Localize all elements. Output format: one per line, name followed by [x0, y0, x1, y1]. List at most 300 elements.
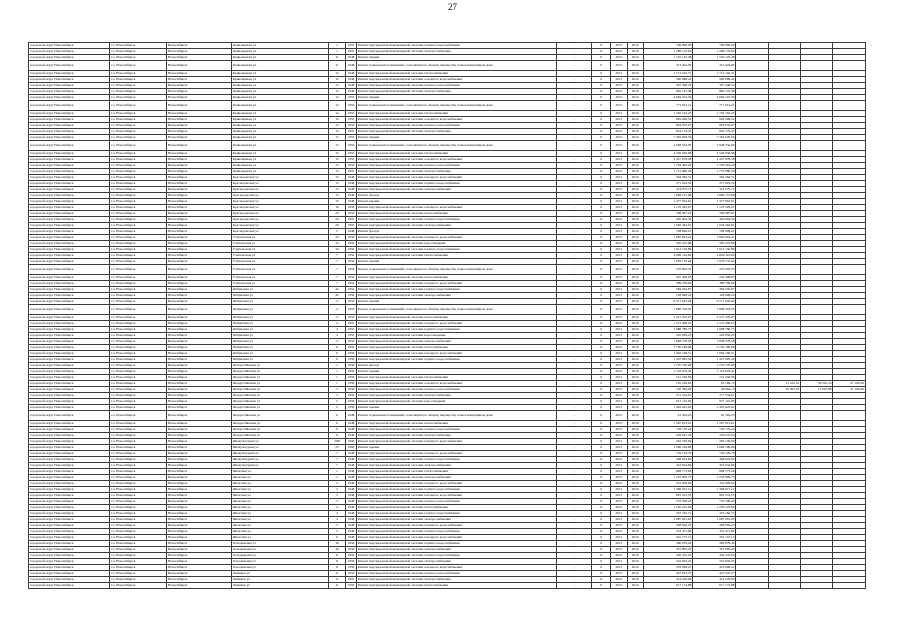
street-cell: Краснодонская ул — [231, 217, 328, 223]
total-cost-cell: 1 270 720,66 — [643, 363, 693, 369]
okrug-cell: городской округ Новосибирск — [29, 305, 110, 315]
dash-cell: - — [557, 475, 592, 481]
code-cell: 9 — [591, 565, 610, 571]
year-end-cell: 2016 — [627, 381, 643, 387]
work-cell: Ремонт фасада — [356, 193, 557, 199]
okrug-cell: городской округ Новосибирск — [29, 405, 110, 411]
okrug-cell: городской округ Новосибирск — [29, 393, 110, 399]
year-cell: 1956 — [347, 380, 355, 385]
house-cell: 4 — [328, 333, 345, 339]
work-cell: Ремонт фасада — [356, 229, 557, 235]
year-start-cell: 2015 — [611, 187, 627, 193]
code-cell: 9 — [591, 101, 610, 111]
total-cost-cell: 316 008,22 — [643, 565, 693, 571]
house-cell: 42 — [328, 287, 345, 293]
city-cell: Новосибирск — [167, 259, 232, 265]
city-cell: Новосибирск — [167, 381, 232, 387]
go-cell: г.о. Новосибирск — [109, 265, 166, 275]
okrug-cell: городской округ Новосибирск — [29, 205, 110, 211]
total-cost-cell: 447 043,37 — [643, 571, 693, 577]
house-cell: 9 — [328, 411, 345, 421]
year-start-cell: 2015 — [611, 101, 627, 111]
street-cell: Химиков ул — [231, 571, 328, 577]
fund-cost-cell: 726 176,24 — [693, 427, 736, 433]
dash-cell: - — [557, 511, 592, 517]
code-cell: 9 — [591, 275, 610, 281]
okrug-cell: городской округ Новосибирск — [29, 559, 110, 565]
work-cell: Ремонт внутридомовой инженерной системы холодного водоснабжения — [356, 175, 557, 181]
dash-cell: - — [557, 117, 592, 123]
dash-cell: - — [557, 411, 592, 421]
registry-table — [28, 42, 866, 589]
year-cell: 1948 — [347, 450, 355, 455]
total-cost-cell: 1 532 125,48 — [643, 55, 693, 61]
extra-cell-3 — [801, 411, 833, 421]
fund-cost-cell: 1 270 720,66 — [693, 363, 736, 369]
house-cell: 7 — [328, 265, 345, 275]
dash-cell: - — [557, 123, 592, 129]
fund-cost-cell: 46 662,13 — [693, 387, 736, 393]
city-cell: Новосибирск — [167, 369, 232, 375]
year-cell: 1955 — [347, 326, 355, 331]
fund-cost-cell: 1 978 135,64 — [693, 259, 736, 265]
work-cell: Ремонт внутридомовой инженерной системы теплоснабжения — [356, 505, 557, 511]
street-cell: Кривощекова ул — [231, 77, 328, 83]
go-cell: г.о. Новосибирск — [109, 229, 166, 235]
work-cell: Ремонт внутридомовой инженерной системы холодного водоснабжения — [356, 281, 557, 287]
street-cell: Учительская ул — [231, 247, 328, 253]
total-cost-cell: 4 699 116,84 — [643, 253, 693, 259]
city-cell: Новосибирск — [167, 439, 232, 445]
go-cell: г.о. Новосибирск — [109, 135, 166, 141]
okrug-cell: городской округ Новосибирск — [29, 83, 110, 89]
city-cell: Новосибирск — [167, 101, 232, 111]
fund-cost-cell: 270 092,33 — [693, 265, 736, 275]
house-cell: 4 — [328, 339, 345, 345]
registry-rows — [29, 43, 866, 589]
year-end-cell: 2016 — [627, 451, 643, 457]
year-start-cell: 2015 — [611, 321, 627, 327]
street-cell: Кривощекова ул — [231, 71, 328, 77]
okrug-cell: городской округ Новосибирск — [29, 275, 110, 281]
street-cell: Учительская ул — [231, 241, 328, 247]
fund-cost-cell: 290 086,42 — [693, 77, 736, 83]
year-cell: 1956 — [347, 374, 355, 379]
year-end-cell: 2016 — [627, 463, 643, 469]
fund-cost-cell: 1 096 199,86 — [693, 445, 736, 451]
okrug-cell: городской округ Новосибирск — [29, 169, 110, 175]
work-cell: Ремонт внутридомовой инженерной системы теплоснабжения — [356, 253, 557, 259]
dash-cell: - — [557, 439, 592, 445]
total-cost-cell: 882 747,48 — [643, 89, 693, 95]
year-end-cell: 2016 — [627, 281, 643, 287]
go-cell: г.о. Новосибирск — [109, 217, 166, 223]
city-cell: Новосибирск — [167, 55, 232, 61]
house-cell: 12 — [328, 89, 345, 95]
year-start-cell: 2015 — [611, 43, 627, 49]
go-cell: г.о. Новосибирск — [109, 49, 166, 55]
code-cell: 9 — [591, 411, 610, 421]
okrug-cell: городской округ Новосибирск — [29, 475, 110, 481]
table-row — [29, 61, 866, 71]
city-cell: Новосибирск — [167, 287, 232, 293]
extra-cell-1 — [736, 305, 768, 315]
fund-cost-cell: 1 848 278,58 — [693, 339, 736, 345]
fund-cost-cell: 1 437 995,30 — [693, 357, 736, 363]
fund-cost-cell: 882 747,48 — [693, 89, 736, 95]
extra-cell-4 — [833, 101, 866, 111]
okrug-cell: городской округ Новосибирск — [29, 101, 110, 111]
house-cell: 7 — [328, 259, 345, 265]
house-cell: 1 — [328, 369, 345, 375]
year-end-cell: 2016 — [627, 577, 643, 583]
total-cost-cell: 128 698,24 — [643, 293, 693, 299]
okrug-cell: городской округ Новосибирск — [29, 547, 110, 553]
city-cell: Новосибирск — [167, 299, 232, 305]
house-cell: 15 — [328, 135, 345, 141]
go-cell: г.о. Новосибирск — [109, 559, 166, 565]
year-start-cell: 2015 — [611, 565, 627, 571]
city-cell: Новосибирск — [167, 293, 232, 299]
okrug-cell: городской округ Новосибирск — [29, 259, 110, 265]
year-start-cell: 2015 — [611, 123, 627, 129]
year-end-cell: 2016 — [627, 241, 643, 247]
code-cell: 9 — [591, 211, 610, 217]
total-cost-cell: 771 912,21 — [643, 101, 693, 111]
code-cell: 9 — [591, 247, 610, 253]
code-cell: 9 — [591, 375, 610, 381]
extra-cell-2 — [768, 305, 800, 315]
code-cell: 9 — [591, 405, 610, 411]
house-cell: 3 — [328, 387, 345, 393]
go-cell: г.о. Новосибирск — [109, 547, 166, 553]
year-end-cell: 2016 — [627, 287, 643, 293]
fund-cost-cell: 271 554,91 — [693, 393, 736, 399]
year-cell: 1948 — [346, 411, 357, 421]
year-end-cell: 2016 — [627, 405, 643, 411]
year-start-cell: 2015 — [611, 217, 627, 223]
total-cost-cell: 1 493 622,62 — [643, 405, 693, 411]
city-cell: Новосибирск — [167, 83, 232, 89]
total-cost-cell: 766 996,09 — [643, 43, 693, 49]
year-end-cell: 2016 — [627, 95, 643, 101]
house-cell: 8 — [328, 559, 345, 565]
year-end-cell: 2016 — [627, 541, 643, 547]
okrug-cell: городской округ Новосибирск — [29, 511, 110, 517]
extra-cell-4 — [833, 265, 866, 275]
dash-cell: - — [557, 157, 592, 163]
okrug-cell: городской округ Новосибирск — [29, 351, 110, 357]
year-cell: 1956 — [347, 564, 355, 569]
year-end-cell: 2016 — [627, 135, 643, 141]
year-start-cell: 2015 — [611, 89, 627, 95]
dash-cell: - — [557, 95, 592, 101]
go-cell: г.о. Новосибирск — [109, 393, 166, 399]
total-cost-cell: 891 353,55 — [643, 493, 693, 499]
year-end-cell: 2016 — [627, 523, 643, 529]
year-end-cell: 2016 — [627, 547, 643, 553]
street-cell: Краснодонская ул — [231, 205, 328, 211]
fund-cost-cell: 430 555,03 — [693, 553, 736, 559]
code-cell: 9 — [591, 61, 610, 71]
year-cell: 1956 — [347, 240, 355, 245]
house-cell: 15 — [328, 151, 345, 157]
year-start-cell: 2015 — [611, 393, 627, 399]
dash-cell: - — [557, 175, 592, 181]
go-cell: г.о. Новосибирск — [109, 241, 166, 247]
go-cell: г.о. Новосибирск — [109, 287, 166, 293]
dash-cell: - — [557, 481, 592, 487]
house-cell: 13 — [328, 175, 345, 181]
year-end-cell: 2016 — [627, 141, 643, 151]
total-cost-cell: 313 424,09 — [643, 61, 693, 71]
work-cell: Ремонт фасада — [356, 363, 557, 369]
work-cell: Ремонт внутридомовой инженерной системы теплоснабжения — [356, 111, 557, 117]
city-cell: Новосибирск — [167, 511, 232, 517]
go-cell: г.о. Новосибирск — [109, 529, 166, 535]
house-cell: 11 — [328, 61, 345, 71]
year-cell: 1955 — [347, 168, 355, 173]
extra-cell-3: 13 961,88 — [801, 387, 833, 393]
house-cell: 1 — [328, 469, 345, 475]
year-end-cell: 2016 — [627, 211, 643, 217]
go-cell: г.о. Новосибирск — [109, 517, 166, 523]
city-cell: Новосибирск — [167, 499, 232, 505]
street-cell: Фильтная ул — [231, 511, 328, 517]
dash-cell: - — [557, 187, 592, 193]
year-end-cell: 2016 — [627, 229, 643, 235]
street-cell: Кривощекова ул — [231, 141, 328, 151]
dash-cell: - — [557, 281, 592, 287]
house-cell: 14 — [328, 123, 345, 129]
okrug-cell: городской округ Новосибирск — [29, 505, 110, 511]
city-cell: Новосибирск — [167, 541, 232, 547]
code-cell: 9 — [591, 499, 610, 505]
dash-cell: - — [557, 327, 592, 333]
work-cell: Ремонт внутридомовой инженерной системы горячего водоснабжения — [356, 553, 557, 559]
work-cell: Ремонт внутридомовой инженерной системы горячего водоснабжения — [356, 387, 557, 393]
house-cell: 42 — [328, 293, 345, 299]
code-cell: 9 — [591, 469, 610, 475]
fund-cost-cell: 1 477 819,61 — [693, 199, 736, 205]
year-start-cell: 2015 — [611, 241, 627, 247]
work-cell: Ремонт внутридомовой инженерной системы электроснабжения — [356, 169, 557, 175]
extra-cell-1 — [736, 265, 768, 275]
year-end-cell: 2016 — [627, 49, 643, 55]
city-cell: Новосибирск — [167, 481, 232, 487]
city-cell: Новосибирск — [167, 141, 232, 151]
code-cell: 9 — [591, 387, 610, 393]
year-end-cell: 2016 — [627, 529, 643, 535]
code-cell: 9 — [591, 421, 610, 427]
table-row — [29, 265, 866, 275]
city-cell: Новосибирск — [167, 61, 232, 71]
total-cost-cell: 829 296,52 — [643, 117, 693, 123]
year-cell: 1948 — [346, 61, 357, 71]
extra-cell-1 — [736, 411, 768, 421]
fund-cost-cell: 128 698,24 — [693, 293, 736, 299]
okrug-cell: городской округ Новосибирск — [29, 89, 110, 95]
street-cell: Фабричная ул — [231, 293, 328, 299]
street-cell: Фильтная ул — [231, 505, 328, 511]
fund-cost-cell: 226 047,24 — [693, 433, 736, 439]
year-cell: 1955 — [347, 128, 355, 133]
fund-cost-cell: 2 948 534,00 — [693, 141, 736, 151]
fund-cost-cell: 6 571 645,84 — [693, 299, 736, 305]
go-cell: г.о. Новосибирск — [109, 333, 166, 339]
total-cost-cell: 2 948 534,00 — [643, 141, 693, 151]
year-cell: 1956 — [347, 546, 355, 551]
fund-cost-cell: 245 408,83 — [693, 275, 736, 281]
okrug-cell: городской округ Новосибирск — [29, 481, 110, 487]
fund-cost-cell: 1 702 162,45 — [693, 111, 736, 117]
city-cell: Новосибирск — [167, 405, 232, 411]
work-cell: Ремонт внутридомовой инженерной системы горячего водоснабжения — [356, 541, 557, 547]
city-cell: Новосибирск — [167, 77, 232, 83]
city-cell: Новосибирск — [167, 357, 232, 363]
work-cell: Ремонт внутридомовой инженерной системы электроснабжения — [356, 187, 557, 193]
year-end-cell: 2016 — [627, 493, 643, 499]
year-start-cell: 2015 — [611, 357, 627, 363]
okrug-cell: городской округ Новосибирск — [29, 299, 110, 305]
year-start-cell: 2015 — [611, 457, 627, 463]
extra-cell-4: 67 166,36 — [833, 387, 866, 393]
work-cell: Ремонт крыши — [356, 299, 557, 305]
okrug-cell: городской округ Новосибирск — [29, 427, 110, 433]
year-start-cell: 2015 — [611, 163, 627, 169]
year-end-cell: 2016 — [627, 375, 643, 381]
total-cost-cell: 414 226,99 — [643, 577, 693, 583]
street-cell: Фильтная ул — [231, 499, 328, 505]
code-cell: 9 — [591, 487, 610, 493]
fund-cost-cell: 420 694,30 — [693, 217, 736, 223]
year-end-cell: 2016 — [627, 101, 643, 111]
dash-cell: - — [557, 529, 592, 535]
year-end-cell: 2016 — [627, 247, 643, 253]
year-end-cell: 2016 — [627, 151, 643, 157]
year-end-cell: 2016 — [627, 235, 643, 241]
go-cell: г.о. Новосибирск — [109, 275, 166, 281]
go-cell: г.о. Новосибирск — [109, 327, 166, 333]
street-cell: Краснодонская ул — [231, 211, 328, 217]
code-cell: 9 — [591, 523, 610, 529]
okrug-cell: городской округ Новосибирск — [29, 71, 110, 77]
city-cell: Новосибирск — [167, 241, 232, 247]
go-cell: г.о. Новосибирск — [109, 299, 166, 305]
extra-cell-2 — [768, 411, 800, 421]
year-cell: 1954 — [346, 265, 357, 275]
house-cell: 3 — [328, 393, 345, 399]
total-cost-cell: 1 567 813,61 — [643, 421, 693, 427]
work-cell: Ремонт внутридомовой инженерной системы горячего водоснабжения — [356, 181, 557, 187]
year-cell: 1948 — [347, 54, 355, 59]
code-cell: 9 — [591, 559, 610, 565]
okrug-cell: городской округ Новосибирск — [29, 181, 110, 187]
year-cell: 1948 — [347, 70, 355, 75]
year-start-cell: 2015 — [611, 71, 627, 77]
extra-cell-2 — [768, 141, 800, 151]
total-cost-cell: 1 477 819,61 — [643, 199, 693, 205]
go-cell: г.о. Новосибирск — [109, 157, 166, 163]
year-end-cell: 2016 — [627, 553, 643, 559]
total-cost-cell: 391 895,45 — [643, 547, 693, 553]
code-cell: 9 — [591, 571, 610, 577]
dash-cell: - — [557, 577, 592, 583]
go-cell: г.о. Новосибирск — [109, 89, 166, 95]
house-cell: 6 — [328, 357, 345, 363]
work-cell: Ремонт внутридомовой инженерной системы холодного водоснабжения — [356, 451, 557, 457]
city-cell: Новосибирск — [167, 451, 232, 457]
code-cell: 9 — [591, 511, 610, 517]
year-end-cell: 2016 — [627, 511, 643, 517]
year-cell: 1958 — [347, 204, 355, 209]
dash-cell: - — [557, 393, 592, 399]
year-end-cell: 2016 — [627, 275, 643, 281]
city-cell: Новосибирск — [167, 427, 232, 433]
city-cell: Новосибирск — [167, 253, 232, 259]
fund-cost-cell: 447 043,37 — [693, 571, 736, 577]
code-cell: 9 — [591, 553, 610, 559]
street-cell: Фильтная ул — [231, 469, 328, 475]
code-cell: 9 — [591, 293, 610, 299]
fund-cost-cell: 1 573 468,03 — [693, 321, 736, 327]
year-start-cell: 2015 — [611, 293, 627, 299]
year-cell: 1948 — [347, 174, 355, 179]
go-cell: г.о. Новосибирск — [109, 505, 166, 511]
dash-cell: - — [557, 375, 592, 381]
street-cell: Кривощекова ул — [231, 89, 328, 95]
street-cell: Кривощекова ул — [231, 83, 328, 89]
year-start-cell: 2015 — [611, 259, 627, 265]
street-cell: Кривощекова ул — [231, 101, 328, 111]
house-cell: 14 — [328, 129, 345, 135]
code-cell: 9 — [591, 305, 610, 315]
year-start-cell: 2015 — [611, 381, 627, 387]
street-cell: Краснодонская ул — [231, 199, 328, 205]
house-cell: 7 — [328, 451, 345, 457]
okrug-cell: городской округ Новосибирск — [29, 217, 110, 223]
dash-cell: - — [557, 193, 592, 199]
city-cell: Новосибирск — [167, 583, 232, 589]
street-cell: Фабричная ул — [231, 315, 328, 321]
house-cell: 5 — [328, 523, 345, 529]
city-cell: Новосибирск — [167, 223, 232, 229]
fund-cost-cell: 1 087 061,65 — [693, 517, 736, 523]
work-cell: Ремонт крыши — [356, 445, 557, 451]
city-cell: Новосибирск — [167, 151, 232, 157]
go-cell: г.о. Новосибирск — [109, 369, 166, 375]
house-cell: 1 — [328, 43, 345, 49]
city-cell: Новосибирск — [167, 463, 232, 469]
year-start-cell: 2015 — [611, 499, 627, 505]
city-cell: Новосибирск — [167, 351, 232, 357]
go-cell: г.о. Новосибирск — [109, 163, 166, 169]
street-cell: Кривощекова ул — [231, 123, 328, 129]
extra-cell-2 — [768, 583, 800, 589]
fund-cost-cell: 1 125 595,97 — [693, 205, 736, 211]
go-cell: г.о. Новосибирск — [109, 439, 166, 445]
go-cell: г.о. Новосибирск — [109, 583, 166, 589]
city-cell: Новосибирск — [167, 95, 232, 101]
work-cell: Ремонт внутридомовой инженерной системы горячего водоснабжения — [356, 217, 557, 223]
year-cell: 1956 — [347, 540, 355, 545]
year-start-cell: 2015 — [611, 157, 627, 163]
dash-cell: - — [557, 571, 592, 577]
code-cell: 9 — [591, 529, 610, 535]
year-start-cell: 2015 — [611, 481, 627, 487]
extra-cell-2 — [768, 265, 800, 275]
year-end-cell: 2016 — [627, 357, 643, 363]
